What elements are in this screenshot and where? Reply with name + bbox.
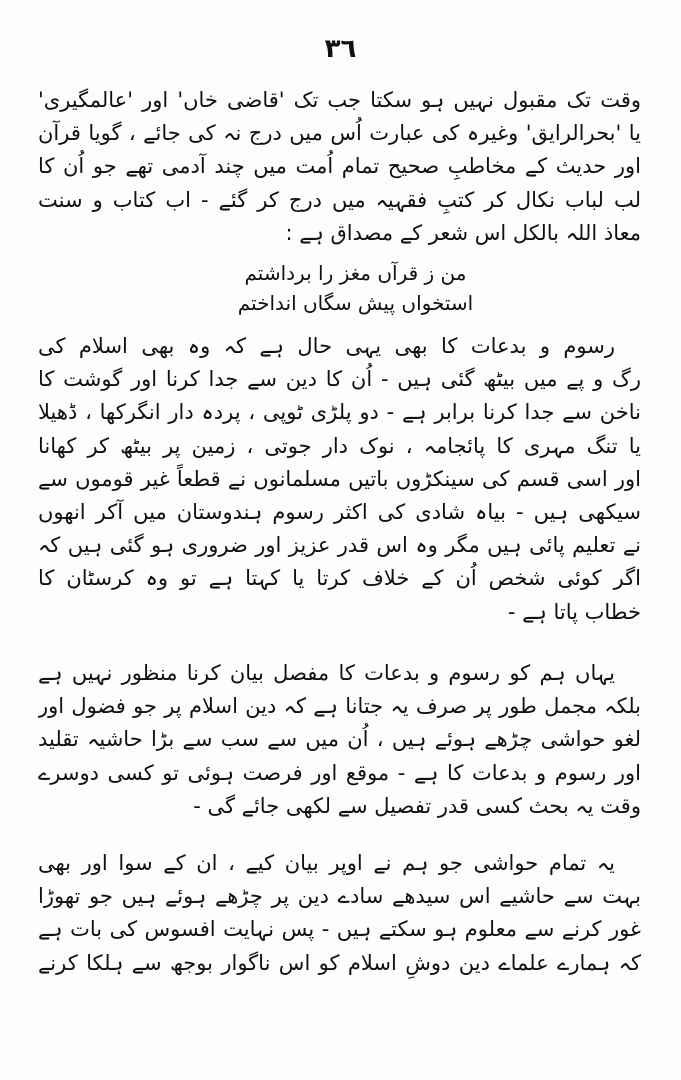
persian-couplet bbox=[0, 258, 681, 318]
text-line: سیکھی ہیں - بیاہ شادی کی اکثر رسوم ہندوستان میں آکر انھوں bbox=[38, 500, 641, 525]
poem-verse: من ز قرآں مغز را برداشتم bbox=[244, 261, 467, 285]
text-line: اور حدیث کے مخاطبِ صحیح تمام اُمت میں چند آدمی تھے جو اُن کا bbox=[38, 154, 641, 179]
text-line: نے تعلیم پائی ہیں مگر وہ اس قدر عزیز اور ضروری ہو گئی ہیں کہ bbox=[38, 533, 641, 558]
text-line: لب لباب نکال کر کتبِ فقہیہ میں درج کر گئے - اب کتاب و سنت bbox=[38, 187, 641, 212]
paragraph-1 bbox=[38, 84, 641, 250]
text-line: اور اسی قسم کی سینکڑوں باتیں مسلمانوں نے قطعاً غیر قوموں سے bbox=[38, 466, 641, 491]
text-line: بلکہ مجمل طور پر صرف یہ جتانا ہے کہ دین اسلام پر جو فضول اور bbox=[38, 694, 641, 719]
paragraph-4 bbox=[38, 847, 641, 980]
poem-verse: استخواں پیش سگاں انداختم bbox=[237, 291, 474, 315]
text-line: ناخن سے جدا کرنا برابر ہے - دو پلڑی ٹوپی ، پردہ دار انگرکھا ، ڈھیلا bbox=[38, 400, 641, 425]
text-line: یہاں ہم کو رسوم و بدعات کا مفصل بیان کرنا منظور نہیں ہے bbox=[38, 661, 615, 685]
text-line: وقت تک مقبول نہیں ہو سکتا جب تک 'قاضی خاں' اور 'عالمگیری' bbox=[38, 88, 641, 112]
page-number: ٣٦ bbox=[324, 34, 357, 64]
text-line: خطاب پاتا ہے - bbox=[507, 599, 641, 624]
text-line: یا تنگ مہری کا پائجامہ ، نوک دار جوتی ، زمین پر بیٹھ کر کھانا bbox=[38, 433, 641, 458]
paragraph-3 bbox=[38, 657, 641, 823]
text-line: اگر کوئی شخص اُن کے خلاف کرتا یا کہتا ہے تو وہ کرسٹان کا bbox=[38, 566, 641, 591]
text-line: غور کرنے سے معلوم ہو سکتے ہیں - پس نہایت افسوس کی بات ہے bbox=[38, 917, 641, 942]
text-line: وقت یہ بحث کسی قدر تفصیل سے لکھی جائے گی - bbox=[193, 793, 641, 818]
text-line: یا 'بحرالرایق' وغیرہ کی عبارت اُس میں درج نہ کی جائے ، گویا قرآن bbox=[38, 121, 641, 146]
paragraph-2 bbox=[38, 330, 641, 629]
text-line: یہ تمام حواشی جو ہم نے اوپر بیان کیے ، ان کے سوا اور بھی bbox=[38, 851, 615, 875]
text-line: رگ و پے میں بیٹھ گئی ہیں - اُن کا دین سے جدا کرنا اور گوشت کا bbox=[38, 367, 641, 392]
text-line: اور رسوم و بدعات کا ہے - موقع اور فرصت ہوئی تو کسی دوسرے bbox=[38, 760, 641, 785]
text-line: بہت سے حاشیے اس سیدھے سادے دین پر چڑھے ہوئے ہیں جو تھوڑا bbox=[38, 884, 641, 909]
text-line: معاذ اللہ بالکل اس شعر کے مصداق ہے : bbox=[285, 220, 641, 245]
text-line: لغو حواشی چڑھے ہوئے ہیں ، اُن میں سے سب سے بڑا حاشیہ تقلید bbox=[38, 727, 641, 752]
text-line: کہ ہمارے علماے دین دوشِ اسلام کو اس ناگوار بوجھ سے ہلکا کرنے bbox=[38, 950, 641, 975]
text-line: رسوم و بدعات کا بھی یہی حال ہے کہ وہ بھی اسلام کی bbox=[38, 334, 615, 358]
